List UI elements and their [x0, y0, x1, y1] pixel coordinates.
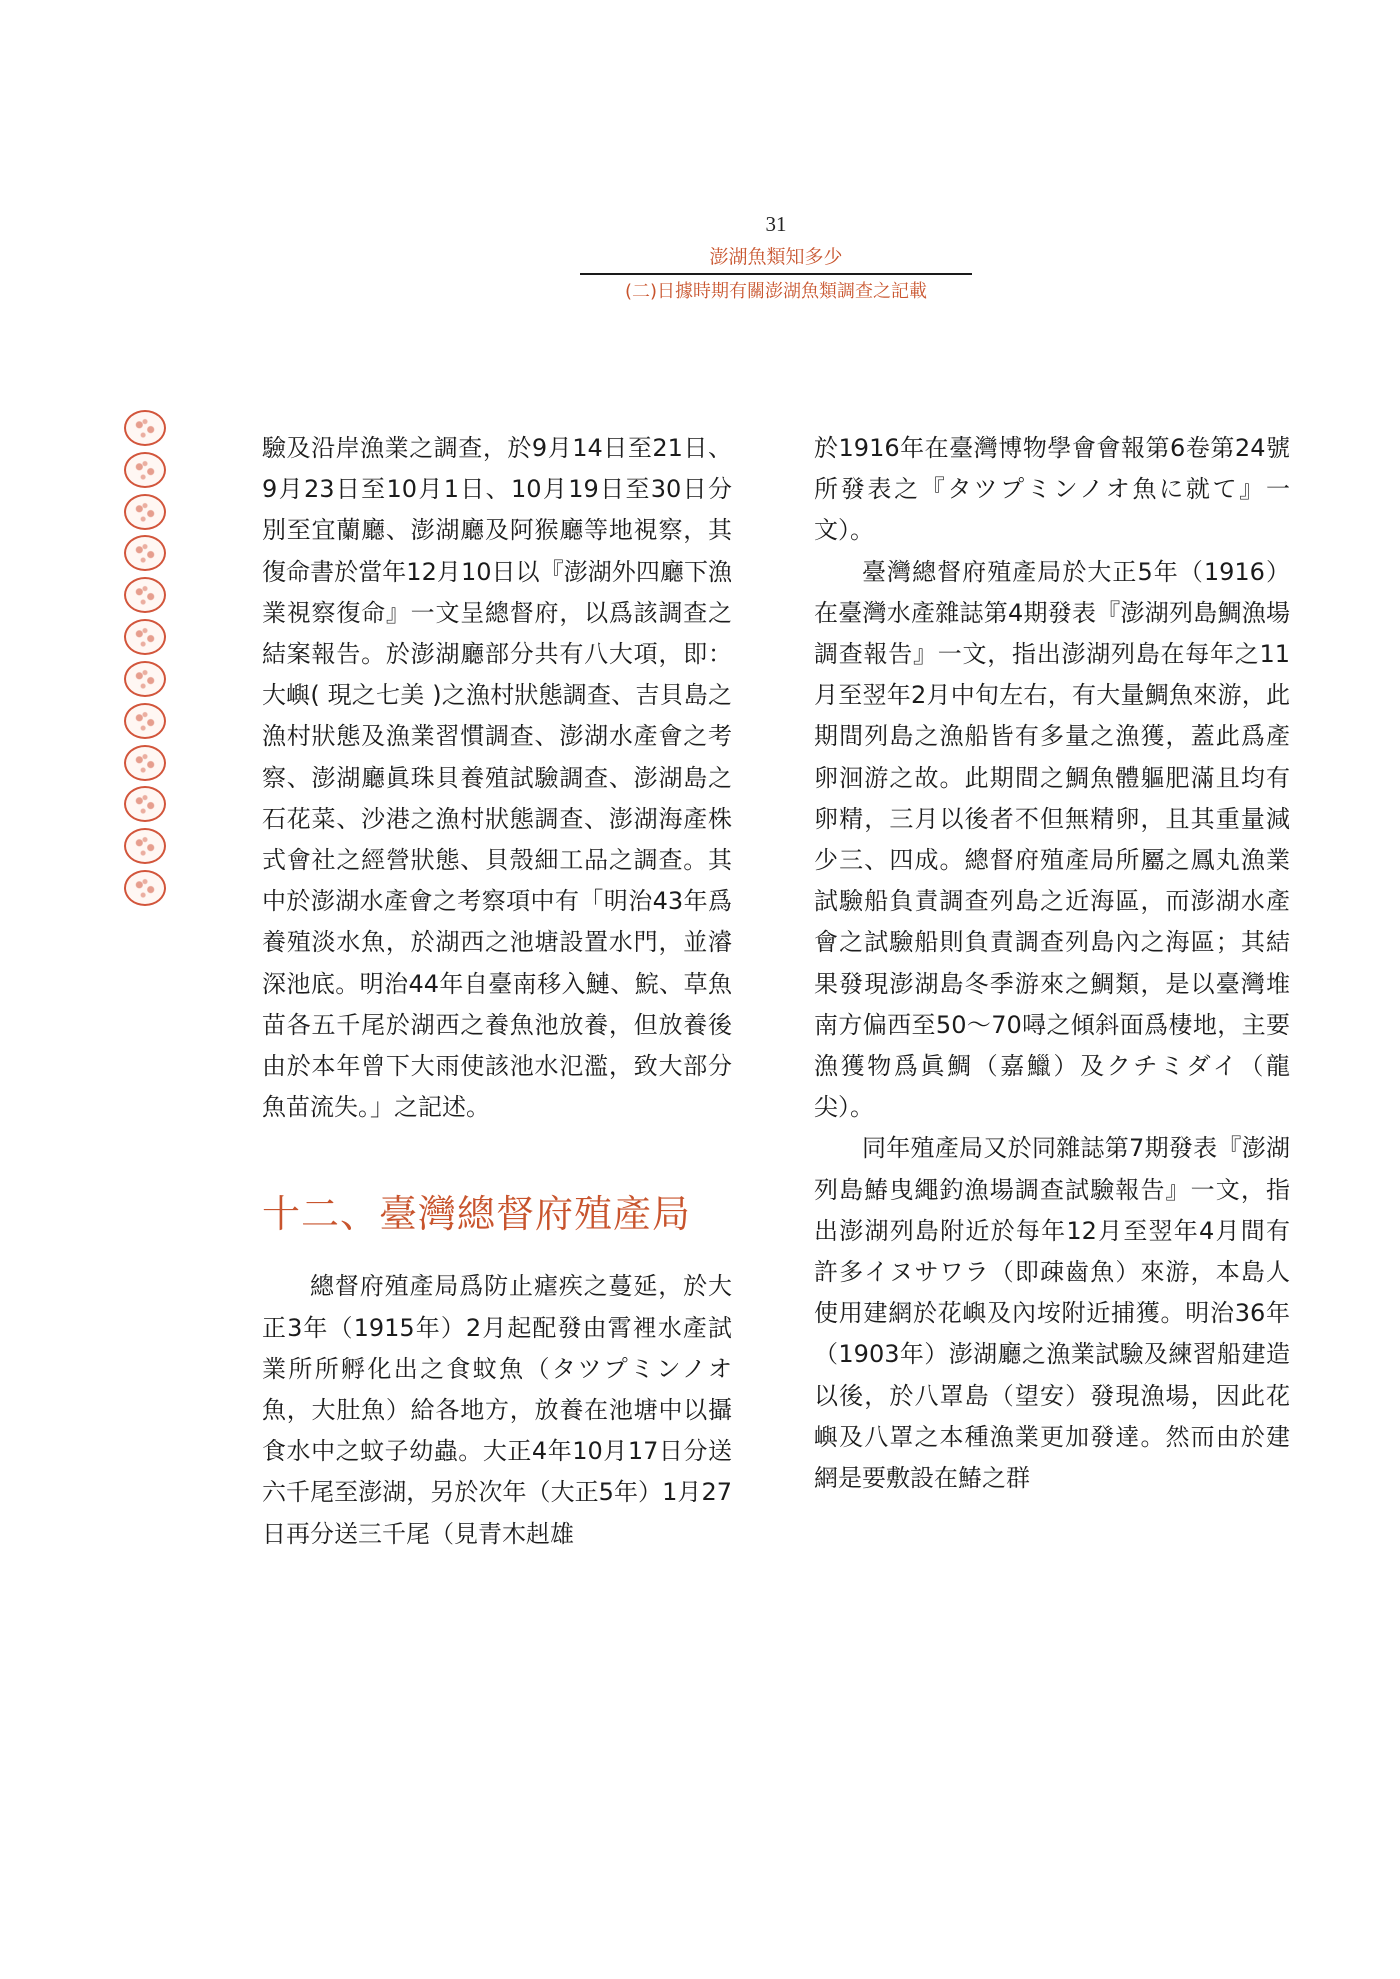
- red-seal-icon: [124, 786, 166, 822]
- body-paragraph: 總督府殖產局爲防止瘧疾之蔓延，於大正3年（1915年）2月起配發由霄裡水產試業所所孵化出之食蚊魚（タツプミンノオ魚，大肚魚）給各地方，放養在池塘中以攝食水中之蚊子幼蟲。大正4年10月17日分送六千尾至澎湖，另於次年（大正5年）1月27日再分送三千尾（見青木赳雄: [262, 1272, 732, 1548]
- red-seal-icon: [124, 745, 166, 781]
- body-paragraph: 驗及沿岸漁業之調查，於9月14日至21日、9月23日至10月1日、10月19日至30日分別至宜蘭廳、澎湖廳及阿猴廳等地視察，其復命書於當年12月10日以『澎湖外四廳下漁業視察復命』一文呈總督府，以爲該調查之結案報告。於澎湖廳部分共有八大項，即：大嶼( 現之七美 )之漁村狀態調查、吉貝島之漁村狀態及漁業習慣調查、澎湖水產會之考察、澎湖廳眞珠貝養殖試驗調查、澎湖島之石花菜、沙港之漁村狀態調查、澎湖海產株式會社之經營狀態、貝殼細工品之調查。其中於澎湖水產會之考察項中有「明治43年爲養殖淡水魚，於湖西之池塘設置水門，並濬深池底。明治44年自臺南移入鰱、鯇、草魚苗各五千尾於湖西之養魚池放養，但放養後由於本年曾下大雨使該池水氾濫，致大部分魚苗流失。」之記述。: [262, 434, 732, 1122]
- page-number: 31: [765, 212, 787, 236]
- header-divider: [580, 273, 972, 275]
- page-header: [580, 212, 972, 305]
- red-seal-icon: [124, 828, 166, 864]
- section-title: (二)日據時期有關澎湖魚類調查之記載: [624, 281, 928, 302]
- body-paragraph: 臺灣總督府殖產局於大正5年（1916）在臺灣水產雜誌第4期發表『澎湖列島鯛漁場調查報告』一文，指出澎湖列島在每年之11月至翌年2月中旬左右，有大量鯛魚來游，此期間列島之漁船皆有多量之漁獲，蓋此爲產卵洄游之故。此期間之鯛魚體軀肥滿且均有卵精，三月以後者不但無精卵，且其重量減少三、四成。總督府殖產局所屬之鳳丸漁業試驗船負責調查列島之近海區，而澎湖水產會之試驗船則負責調查列島內之海區；其結果發現澎湖島冬季游來之鯛類，是以臺灣堆南方偏西至50～70噚之傾斜面爲棲地，主要漁獲物爲眞鯛（嘉鱲）及クチミダイ（龍尖）。: [814, 557, 1290, 1122]
- right-column: [814, 428, 1290, 1499]
- red-seal-icon: [124, 703, 166, 739]
- chapter-heading: 十二、臺灣總督府殖產局: [262, 1192, 692, 1237]
- red-seal-icon: [124, 410, 166, 446]
- seal-strip: [124, 410, 170, 906]
- book-title: 澎湖魚類知多少: [709, 246, 843, 268]
- red-seal-icon: [124, 619, 166, 655]
- red-seal-icon: [124, 452, 166, 488]
- red-seal-icon: [124, 661, 166, 697]
- red-seal-icon: [124, 577, 166, 613]
- red-seal-icon: [124, 870, 166, 906]
- red-seal-icon: [124, 535, 166, 571]
- left-column: [262, 428, 732, 1555]
- body-paragraph: 同年殖產局又於同雜誌第7期發表『澎湖列島鰆曳繩釣漁場調查試驗報告』一文，指出澎湖列島附近於每年12月至翌年4月間有許多イヌサワラ（即疎齒魚）來游，本島人使用建網於花嶼及內垵附近捕獲。明治36年（1903年）澎湖廳之漁業試驗及練習船建造以後，於八罩島（望安）發現漁場，因此花嶼及八罩之本種漁業更加發達。然而由於建網是要敷設在鰆之群: [814, 1134, 1290, 1493]
- body-paragraph: 於1916年在臺灣博物學會會報第6卷第24號所發表之『タツプミンノオ魚に就て』一文）。: [814, 434, 1290, 545]
- red-seal-icon: [124, 494, 166, 530]
